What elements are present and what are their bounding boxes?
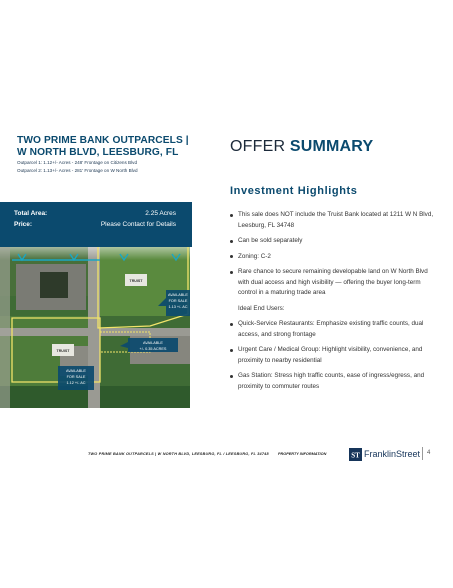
bullet-text: Zoning: C-2 bbox=[238, 252, 271, 260]
list-item bbox=[229, 267, 434, 299]
callout-c-line2: FOR SALE bbox=[66, 375, 86, 379]
price-value: Please Contact for Details bbox=[100, 221, 176, 228]
franklinstreet-logo-icon bbox=[349, 448, 362, 461]
callout-a-line3: 1.13 +/- AC bbox=[168, 305, 188, 309]
summary-word: SUMMARY bbox=[289, 138, 374, 155]
building-label-2: TRUIST bbox=[56, 349, 70, 353]
list-item bbox=[229, 345, 434, 366]
investment-highlights-title: Investment Highlights bbox=[230, 185, 358, 197]
bullet-icon bbox=[230, 271, 233, 274]
price-label: Price: bbox=[14, 221, 33, 228]
total-area-label: Total Area: bbox=[14, 210, 48, 217]
total-area-value: 2.25 Acres bbox=[145, 210, 176, 217]
aerial-map-image bbox=[0, 236, 190, 408]
bullet-text: Rare chance to secure remaining developable land on W North Blvd with dual access and high visibility — offering the buyer long-term control in a maturing trade area bbox=[238, 268, 428, 296]
callout-c-line3: 1.12 +/- AC bbox=[66, 381, 86, 385]
bullet-icon bbox=[230, 349, 233, 352]
property-info-panel bbox=[0, 202, 192, 247]
offer-word: OFFER bbox=[230, 138, 286, 155]
highlights-list bbox=[229, 210, 434, 397]
property-title: TWO PRIME BANK OUTPARCELS | W NORTH BLVD, LEESBURG, FL bbox=[17, 135, 189, 158]
total-area-row bbox=[14, 210, 176, 217]
bullet-text: Gas Station: Stress high traffic counts, ease of ingress/egress, and proximity to commuter routes bbox=[238, 372, 425, 390]
price-row bbox=[14, 221, 176, 228]
logo-mark-text: ST bbox=[351, 451, 360, 459]
list-item bbox=[229, 371, 434, 392]
building-label-1: TRUIST bbox=[129, 279, 143, 283]
outparcel-1-text: Outparcel 1: 1.12+/- Acres - 248' Frontage on Citizens Blvd bbox=[17, 160, 137, 165]
callout-b-line1: AVAILABLE bbox=[143, 341, 163, 345]
bullet-icon bbox=[230, 240, 233, 243]
callout-b-line2: +/- 0.35 ACRES bbox=[139, 347, 167, 351]
page-divider bbox=[422, 447, 423, 460]
bullet-icon bbox=[230, 255, 233, 258]
offer-summary-heading bbox=[230, 138, 373, 156]
bullet-icon bbox=[230, 375, 233, 378]
callout-c-line1: AVAILABLE bbox=[66, 369, 86, 373]
callout-available-b bbox=[120, 338, 178, 352]
outparcel-2-text: Outparcel 2: 1.13+/- Acres - 281' Frontage on W North Blvd bbox=[17, 168, 138, 173]
bullet-icon bbox=[230, 323, 233, 326]
bullet-text: This sale does NOT include the Truist Bank located at 1211 W N Blvd, Leesburg, FL 34748 bbox=[238, 211, 434, 229]
footer-property-text: TWO PRIME BANK OUTPARCELS | W NORTH BLVD, LEESBURG, FL / LEESBURG, FL 34748 bbox=[88, 452, 269, 456]
logo-text: FranklinStreet bbox=[364, 449, 421, 459]
ideal-end-users-label: Ideal End Users: bbox=[238, 304, 285, 312]
franklinstreet-logo bbox=[349, 447, 420, 461]
list-item bbox=[229, 210, 434, 231]
list-item bbox=[229, 319, 434, 340]
bullet-text: Quick-Service Restaurants: Emphasize existing traffic counts, dual access, and strong frontage bbox=[238, 320, 424, 338]
bullet-text: Can be sold separately bbox=[238, 237, 303, 244]
bullet-icon bbox=[230, 214, 233, 217]
callout-a-line1: AVAILABLE bbox=[168, 293, 188, 297]
footer-section-text: PROPERTY INFORMATION bbox=[278, 452, 327, 456]
list-item bbox=[229, 252, 434, 263]
aerial-map bbox=[0, 236, 190, 408]
list-item bbox=[229, 236, 434, 247]
bullet-text: Urgent Care / Medical Group: Highlight visibility, convenience, and proximity to nearby residential bbox=[238, 346, 423, 364]
page-number: 4 bbox=[427, 450, 431, 456]
callout-available-c bbox=[58, 366, 94, 390]
callout-a-line2: FOR SALE bbox=[168, 299, 188, 303]
